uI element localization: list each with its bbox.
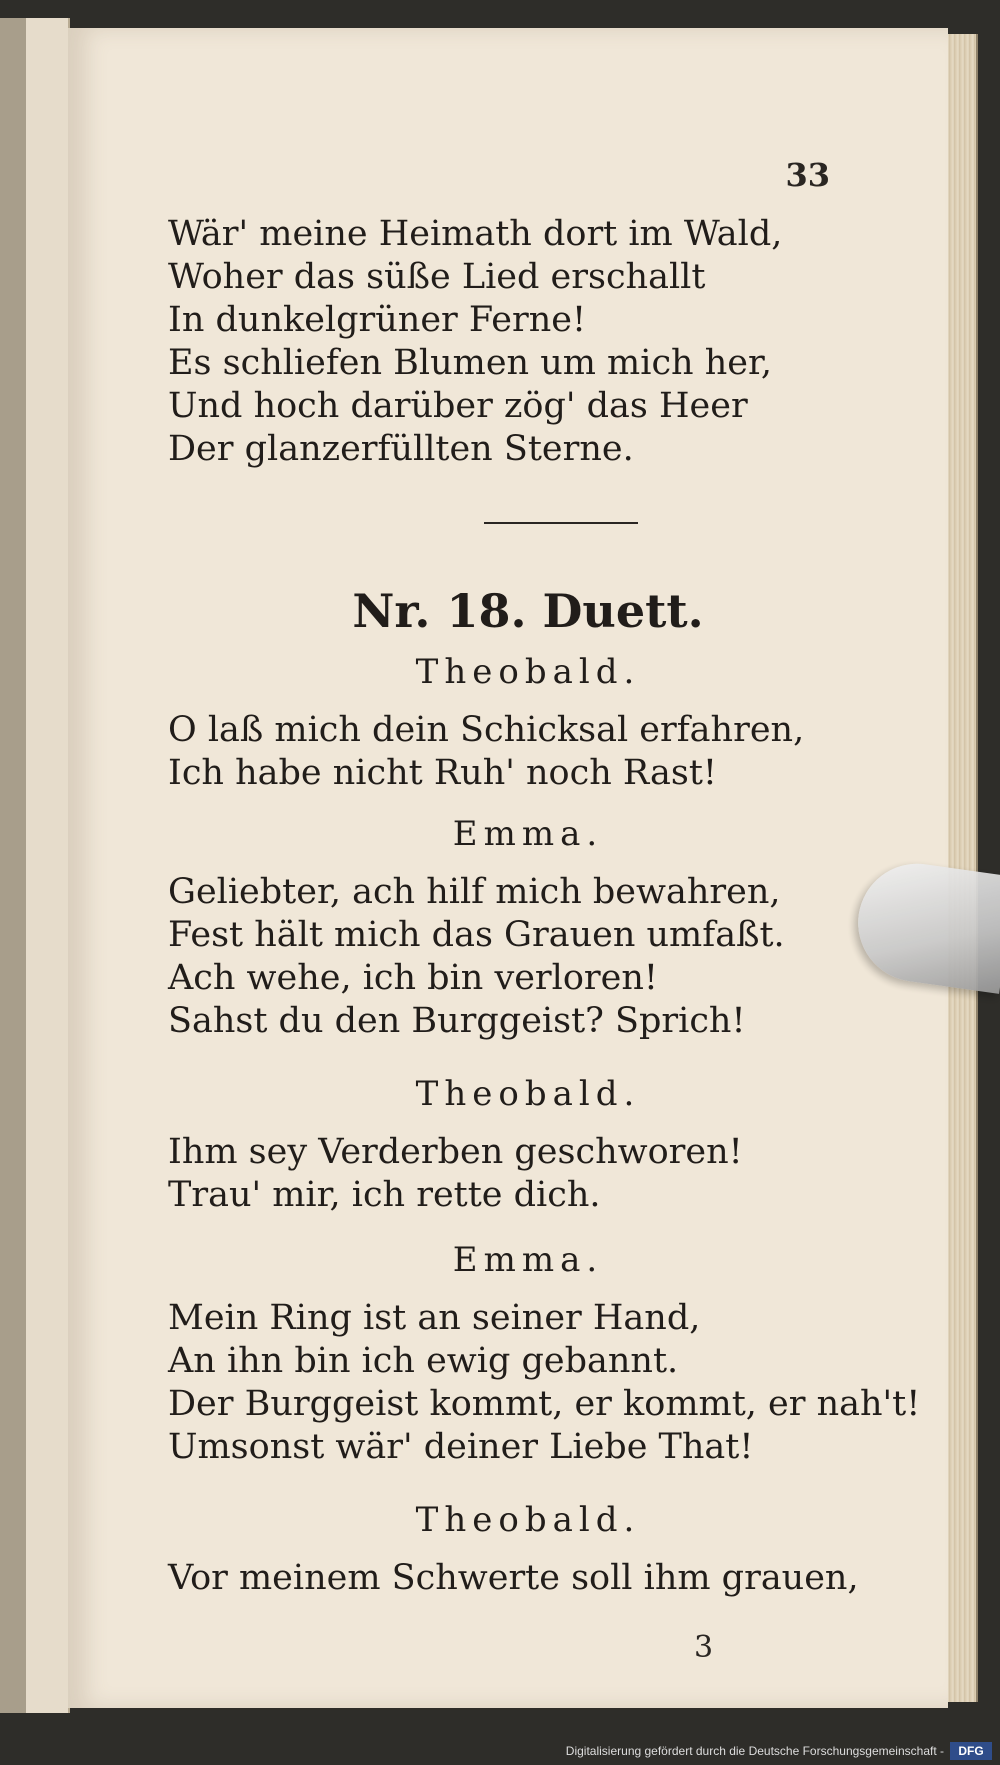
footer-credit: Digitalisierung gefördert durch die Deutsche Forschungsgemeinschaft - — [565, 1744, 944, 1758]
dfg-logo: DFG — [950, 1742, 992, 1760]
verse-line: In dunkelgrüner Ferne! — [168, 300, 587, 340]
duet-line: O laß mich dein Schicksal erfahren, — [168, 710, 805, 750]
duet-line: Geliebter, ach hilf mich bewahren, — [168, 872, 781, 912]
left-page-edge — [0, 18, 70, 1713]
duet-line: Ich habe nicht Ruh' noch Rast! — [168, 753, 717, 793]
duet-line: Trau' mir, ich rette dich. — [168, 1175, 601, 1215]
speaker-name: Emma. — [452, 814, 604, 854]
duet-line: An ihn bin ich ewig gebannt. — [168, 1341, 679, 1381]
speaker-name: Emma. — [452, 1240, 604, 1280]
verse-line: Es schliefen Blumen um mich her, — [168, 343, 772, 383]
section-divider — [484, 522, 638, 524]
duet-line: Umsonst wär' deiner Liebe That! — [168, 1427, 754, 1467]
verse-line: Und hoch darüber zög' das Heer — [168, 386, 748, 426]
verse-line: Woher das süße Lied erschallt — [168, 257, 706, 297]
duet-line: Fest hält mich das Grauen umfaßt. — [168, 915, 785, 955]
duet-line: Mein Ring ist an seiner Hand, — [168, 1298, 701, 1338]
speaker-name: Theobald. — [415, 1074, 641, 1114]
duet-line: Ach wehe, ich bin verloren! — [168, 958, 658, 998]
speaker-name: Theobald. — [415, 1500, 641, 1540]
signature-mark: 3 — [694, 1630, 714, 1665]
section-title: Nr. 18. Duett. — [352, 584, 704, 638]
duet-line: Ihm sey Verderben geschworen! — [168, 1132, 743, 1172]
book-page — [68, 28, 948, 1708]
verse-line: Der glanzerfüllten Sterne. — [168, 429, 634, 469]
binding-shadow — [0, 18, 26, 1713]
duet-line: Vor meinem Schwerte soll ihm grauen, — [168, 1558, 859, 1598]
page-number: 33 — [785, 156, 830, 194]
duet-line: Sahst du den Burggeist? Sprich! — [168, 1001, 746, 1041]
verse-line: Wär' meine Heimath dort im Wald, — [168, 214, 783, 254]
duet-line: Der Burggeist kommt, er kommt, er nah't! — [168, 1384, 921, 1424]
speaker-name: Theobald. — [415, 652, 641, 692]
